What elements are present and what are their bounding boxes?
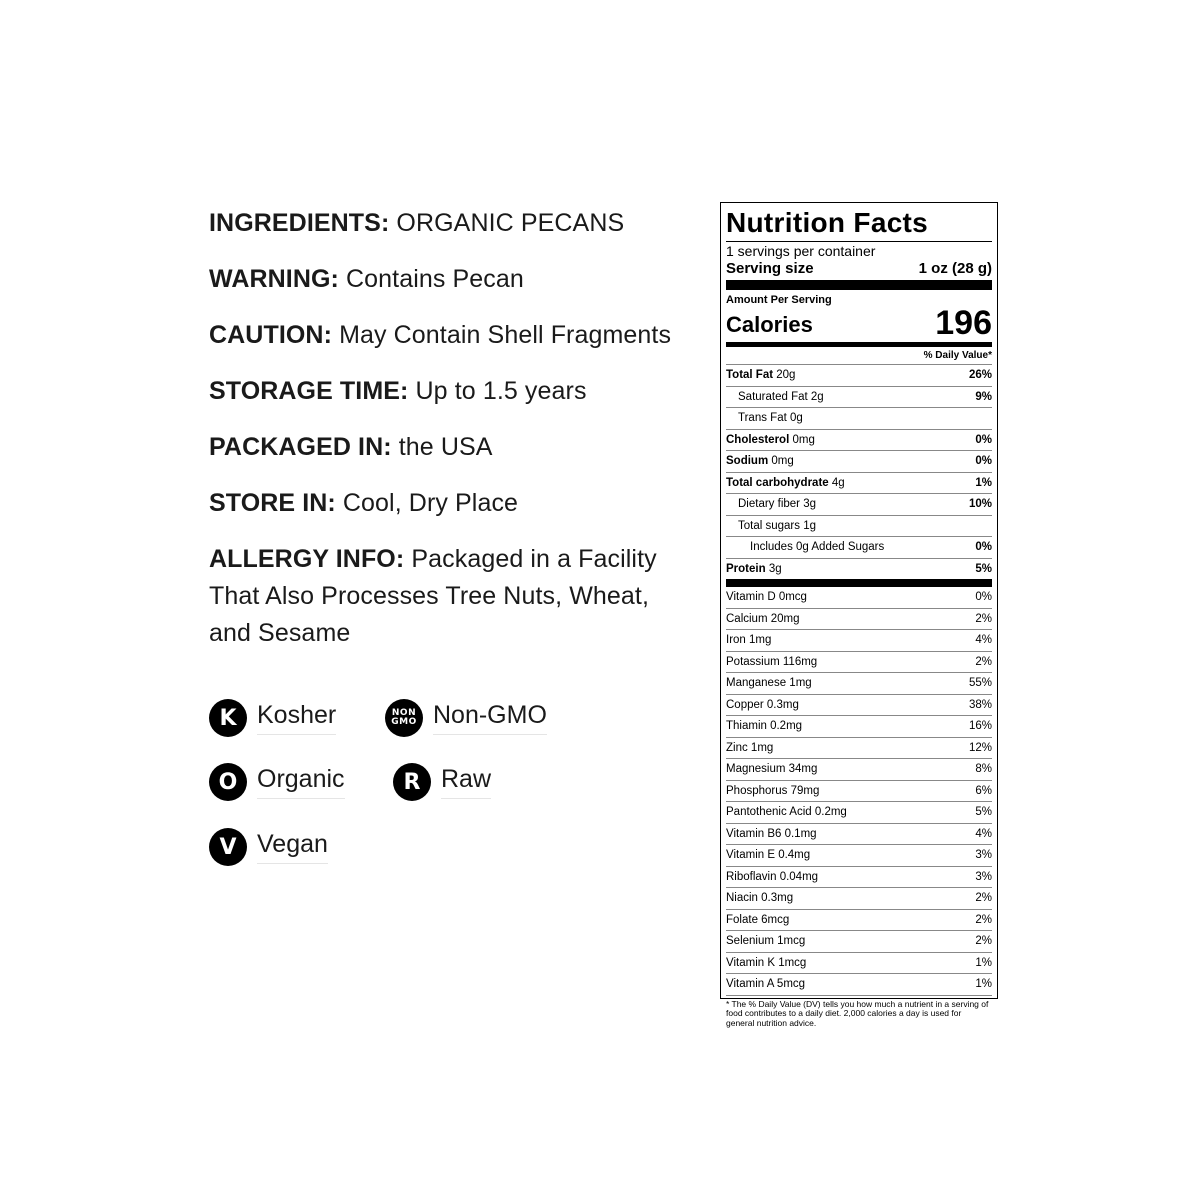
nutrient-amount: 4g xyxy=(831,476,845,489)
non-gmo-icon-text-top: NON xyxy=(391,708,417,718)
vitamin-row xyxy=(726,652,992,674)
calories-label: Calories xyxy=(726,312,813,337)
vitamin-daily-value: 6% xyxy=(975,784,992,797)
vitamin-label: Riboflavin 0.04mg xyxy=(726,870,819,883)
vitamin-daily-value: 1% xyxy=(975,978,992,990)
vitamin-label: Manganese 1mg xyxy=(726,677,812,689)
nutrition-title: Nutrition Facts xyxy=(726,207,929,238)
info-storage-time xyxy=(209,373,709,410)
vitamin-label: Vitamin B6 0.1mg xyxy=(726,827,817,840)
vitamin-label: Selenium 1mcg xyxy=(726,935,806,947)
info-value: the USA xyxy=(398,433,493,461)
vitamin-daily-value: 38% xyxy=(968,698,992,711)
badge-label: Organic xyxy=(257,765,345,799)
vitamin-daily-value: 3% xyxy=(975,870,992,883)
vitamin-daily-value: 4% xyxy=(975,827,992,840)
vegan-icon: V xyxy=(209,828,247,866)
serving-size xyxy=(726,259,992,278)
nutrient-amount: 2g xyxy=(810,390,824,403)
vitamin-daily-value: 5% xyxy=(975,806,992,818)
amount-per-serving: Amount Per Serving xyxy=(726,294,832,306)
non-gmo-icon xyxy=(385,699,423,737)
nutrient-label: Trans Fat xyxy=(738,412,787,424)
info-value: ORGANIC PECANS xyxy=(396,209,625,237)
badge-label: Kosher xyxy=(257,701,336,735)
vitamin-label: Vitamin D 0mcg xyxy=(726,591,807,603)
info-allergy xyxy=(209,541,679,652)
nutrient-name xyxy=(726,430,815,451)
badge-organic xyxy=(209,762,345,802)
badge-vegan xyxy=(209,827,328,867)
vitamin-row xyxy=(726,587,992,609)
nutrient-row xyxy=(726,364,992,386)
info-label: STORAGE TIME: xyxy=(209,377,409,405)
badge-kosher xyxy=(209,698,336,738)
badge-label: Raw xyxy=(441,765,491,799)
nutrient-amount: 0mg xyxy=(792,433,815,446)
badge-label: Vegan xyxy=(257,830,328,864)
divider xyxy=(726,579,992,587)
vitamin-row xyxy=(726,824,992,846)
nutrient-label: Cholesterol xyxy=(726,433,790,446)
nutrient-daily-value: 1% xyxy=(975,476,992,489)
vitamin-row xyxy=(726,609,992,631)
nutrient-amount: 1g xyxy=(803,519,817,532)
nutrient-daily-value: 0% xyxy=(975,541,992,553)
serving-size-value: 1 oz (28 g) xyxy=(918,260,992,277)
vitamin-row xyxy=(726,673,992,695)
vitamin-rows xyxy=(726,587,992,996)
nutrient-row xyxy=(726,558,992,580)
info-label: CAUTION: xyxy=(209,321,333,349)
vitamin-label: Thiamin 0.2mg xyxy=(726,720,803,732)
vitamin-daily-value: 2% xyxy=(975,612,992,625)
nutrient-name xyxy=(726,408,803,429)
vitamin-label: Potassium 116mg xyxy=(726,655,818,668)
nutrient-daily-value: 0% xyxy=(975,455,992,467)
nutrient-row xyxy=(726,407,992,429)
daily-value-header: % Daily Value* xyxy=(923,350,992,361)
info-value: May Contain Shell Fragments xyxy=(339,321,672,349)
vitamin-label: Folate 6mcg xyxy=(726,913,790,926)
nutrient-rows xyxy=(726,364,992,579)
nutrient-name xyxy=(726,559,782,580)
nutrient-amount: 0g xyxy=(789,412,803,424)
nutrient-amount: 0mg xyxy=(771,455,794,467)
info-label: WARNING: xyxy=(209,265,339,293)
nutrient-daily-value: 0% xyxy=(975,433,992,446)
vitamin-daily-value: 3% xyxy=(975,849,992,861)
nutrient-row xyxy=(726,386,992,408)
nutrient-label: Total carbohydrate xyxy=(726,476,829,489)
nutrient-daily-value: 5% xyxy=(975,562,992,575)
nutrient-row xyxy=(726,472,992,494)
nutrient-amount: 20g xyxy=(776,369,796,381)
info-label: ALLERGY INFO: xyxy=(209,545,405,573)
vitamin-daily-value: 2% xyxy=(975,655,992,668)
info-label: PACKAGED IN: xyxy=(209,433,392,461)
vitamin-row xyxy=(726,630,992,652)
vitamin-row xyxy=(726,953,992,975)
nutrient-name xyxy=(726,387,824,408)
vitamin-label: Zinc 1mg xyxy=(726,741,774,754)
badge-raw xyxy=(393,762,491,802)
info-store-in xyxy=(209,485,709,522)
nutrient-label: Total sugars xyxy=(738,519,801,532)
nutrient-label: Saturated Fat xyxy=(738,390,808,403)
vitamin-row xyxy=(726,802,992,824)
vitamin-label: Pantothenic Acid 0.2mg xyxy=(726,806,847,818)
nutrient-name xyxy=(726,451,794,472)
nutrient-label: Sodium xyxy=(726,455,769,467)
vitamin-daily-value: 2% xyxy=(975,935,992,947)
vitamin-daily-value: 12% xyxy=(968,741,992,754)
nutrient-row xyxy=(726,536,992,558)
vitamin-daily-value: 1% xyxy=(975,956,992,969)
divider xyxy=(726,241,992,242)
vitamin-label: Vitamin E 0.4mg xyxy=(726,849,811,861)
info-warning xyxy=(209,261,709,298)
vitamin-row xyxy=(726,931,992,953)
vitamin-row xyxy=(726,974,992,996)
vitamin-daily-value: 2% xyxy=(975,892,992,904)
nutrient-daily-value: 26% xyxy=(968,369,992,381)
nutrient-row xyxy=(726,515,992,537)
vitamin-daily-value: 8% xyxy=(975,763,992,775)
info-value: Up to 1.5 years xyxy=(415,377,587,405)
nutrition-facts-panel xyxy=(720,202,998,1028)
non-gmo-icon-text-bottom: GMO xyxy=(391,717,417,727)
vitamin-label: Magnesium 34mg xyxy=(726,763,818,775)
badge-label: Non-GMO xyxy=(433,701,547,735)
vitamin-row xyxy=(726,888,992,910)
nutrient-label: Protein xyxy=(726,562,766,575)
info-label: STORE IN: xyxy=(209,489,336,517)
nutrient-name xyxy=(726,494,816,515)
nutrient-daily-value: 10% xyxy=(968,498,992,510)
calories-value: 196 xyxy=(935,304,992,342)
vitamin-label: Phosphorus 79mg xyxy=(726,784,820,797)
nutrient-daily-value: 9% xyxy=(975,390,992,403)
product-info xyxy=(209,205,709,671)
vitamin-row xyxy=(726,867,992,889)
servings-per-container: 1 servings per container xyxy=(726,243,876,259)
vitamin-daily-value: 0% xyxy=(975,591,992,603)
nutrient-name xyxy=(726,473,845,494)
nutrient-name xyxy=(726,537,884,558)
nutrient-row xyxy=(726,450,992,472)
daily-value-footnote: * The % Daily Value (DV) tells you how much a nutrient in a serving of food contributes to a daily diet. 2,000 calories a day is used for general nutrition advice. xyxy=(726,998,989,1028)
nutrient-label: Includes 0g Added Sugars xyxy=(750,541,885,553)
vitamin-row xyxy=(726,695,992,717)
vitamin-label: Iron 1mg xyxy=(726,634,772,646)
nutrient-row xyxy=(726,493,992,515)
vitamin-daily-value: 55% xyxy=(968,677,992,689)
vitamin-row xyxy=(726,845,992,867)
badge-non-gmo xyxy=(385,698,547,738)
nutrient-name xyxy=(726,365,795,386)
info-caution xyxy=(209,317,709,354)
vitamin-label: Copper 0.3mg xyxy=(726,698,799,711)
nutrient-name xyxy=(726,516,816,537)
nutrient-row xyxy=(726,429,992,451)
vitamin-row xyxy=(726,759,992,781)
info-label: INGREDIENTS: xyxy=(209,209,390,237)
divider xyxy=(726,280,992,290)
info-value: Cool, Dry Place xyxy=(342,489,519,517)
vitamin-row xyxy=(726,716,992,738)
raw-icon: R xyxy=(393,763,431,801)
vitamin-label: Niacin 0.3mg xyxy=(726,892,794,904)
vitamin-daily-value: 4% xyxy=(975,634,992,646)
serving-size-label: Serving size xyxy=(726,260,814,277)
kosher-icon: K xyxy=(209,699,247,737)
info-value: Contains Pecan xyxy=(346,265,524,293)
vitamin-daily-value: 16% xyxy=(968,720,992,732)
nutrient-label: Total Fat xyxy=(726,369,774,381)
vitamin-row xyxy=(726,910,992,932)
vitamin-label: Calcium 20mg xyxy=(726,612,800,625)
nutrient-amount: 3g xyxy=(803,498,816,510)
vitamin-row xyxy=(726,738,992,760)
vitamin-label: Vitamin A 5mcg xyxy=(726,978,806,990)
vitamin-label: Vitamin K 1mcg xyxy=(726,956,807,969)
info-packaged-in xyxy=(209,429,709,466)
vitamin-daily-value: 2% xyxy=(975,913,992,926)
calories-row xyxy=(726,306,992,340)
nutrient-label: Dietary fiber xyxy=(738,498,800,510)
info-ingredients xyxy=(209,205,709,242)
organic-icon: O xyxy=(209,763,247,801)
vitamin-row xyxy=(726,781,992,803)
info-value: Packaged in a Facility That Also Processes Tree Nuts, Wheat, and Sesame xyxy=(209,545,657,647)
nutrient-amount: 3g xyxy=(768,562,782,575)
